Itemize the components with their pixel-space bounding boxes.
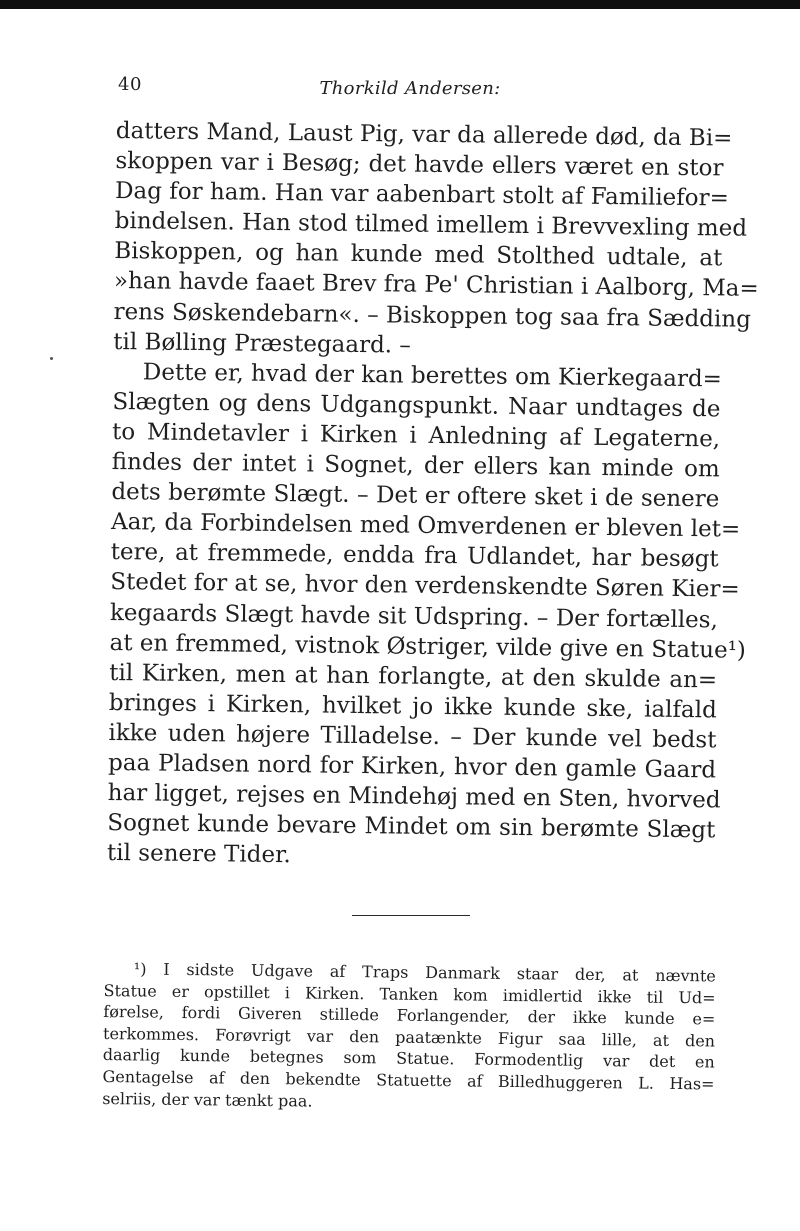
body-line: til Kirken, men at han forlangte, at den skulde an= — [109, 659, 718, 694]
body-text — [106, 116, 759, 876]
page-top-border — [0, 0, 800, 9]
footnote — [102, 958, 716, 1117]
body-line: »han havde faaet Brev fra Pe' Christian i Aalborg, Ma= — [113, 268, 759, 303]
body-line: tere, at fremmede, endda fra Udlandet, har besøgt — [110, 539, 719, 573]
body-line: bringes i Kirken, hvilket jo ikke kunde ske, ialfald — [108, 689, 717, 724]
body-line: kegaards Slægt havde sit Udspring. – Der fortælles, — [109, 599, 719, 633]
body-line: har ligget, rejses en Mindehøj med en Sten, hvorved — [107, 780, 721, 814]
running-head: Thorkild Andersen: — [319, 78, 501, 99]
footnote-line: selriis, der var tænkt paa. — [102, 1088, 313, 1111]
body-line: Biskoppen, og han kunde med Stolthed udtale, at — [114, 238, 723, 272]
page-number: 40 — [118, 74, 142, 95]
body-line: Sognet kunde bevare Mindet om sin berømte Slægt — [107, 810, 716, 844]
footnote-line: ¹) I sidste Udgave af Traps Danmark staar der, at nævnte — [133, 959, 716, 986]
body-line: to Mindetavler i Kirken i Anledning af Legaterne, — [111, 418, 721, 453]
body-line: ikke uden højere Tilladelse. – Der kunde vel bedst — [108, 719, 717, 754]
body-line: datters Mand, Laust Pig, var da allerede død, da Bi= — [115, 117, 733, 152]
body-line: til Bølling Præstegaard. – — [113, 328, 412, 359]
footnote-line: førelse, fordi Giveren stillede Forlangender, der ikke kunde e= — [103, 1002, 716, 1029]
footnote-line: daarlig kunde betegnes som Statue. Formodentlig var det en — [102, 1045, 715, 1072]
body-line: til senere Tider. — [106, 840, 291, 869]
body-line: dets berømte Slægt. – Det er oftere sket i de senere — [111, 479, 720, 513]
body-line: Aar, da Forbindelsen med Omverdenen er bleven let= — [110, 509, 741, 543]
body-line: Dag for ham. Han var aabenbart stolt af Familiefor= — [114, 178, 730, 212]
print-speck — [50, 357, 53, 360]
body-line: paa Pladsen nord for Kirken, hvor den gamle Gaard — [107, 749, 717, 784]
footnote-line: Gentagelse af den bekendte Statuette af Billedhuggeren L. Has= — [102, 1066, 715, 1094]
body-line: Slægten og dens Udgangspunkt. Naar undtages de — [112, 388, 721, 423]
body-line: at en fremmed, vistnok Østriger, vilde give en Statue¹) — [109, 629, 747, 664]
footnote-line: Statue er opstillet i Kirken. Tanken kom imidlertid ikke til Ud= — [103, 980, 716, 1008]
body-line: bindelsen. Han stod tilmed imellem i Brevvexling med — [114, 208, 748, 242]
body-line: rens Søskendebarn«. – Biskoppen tog saa fra Sædding — [113, 298, 752, 333]
body-line: Dette er, hvad der kan berettes om Kierkegaard= — [142, 359, 723, 393]
footnote-divider — [352, 915, 470, 916]
body-line: Stedet for at se, hvor den verdenskendte Søren Kier= — [110, 569, 740, 604]
footnote-line: terkommes. Forøvrigt var den paatænkte Figur saa lille, at den — [102, 1023, 716, 1051]
body-line: skoppen var i Besøg; det havde ellers været en stor — [115, 148, 724, 182]
body-line: findes der intet i Sognet, der ellers kan minde om — [111, 449, 720, 483]
